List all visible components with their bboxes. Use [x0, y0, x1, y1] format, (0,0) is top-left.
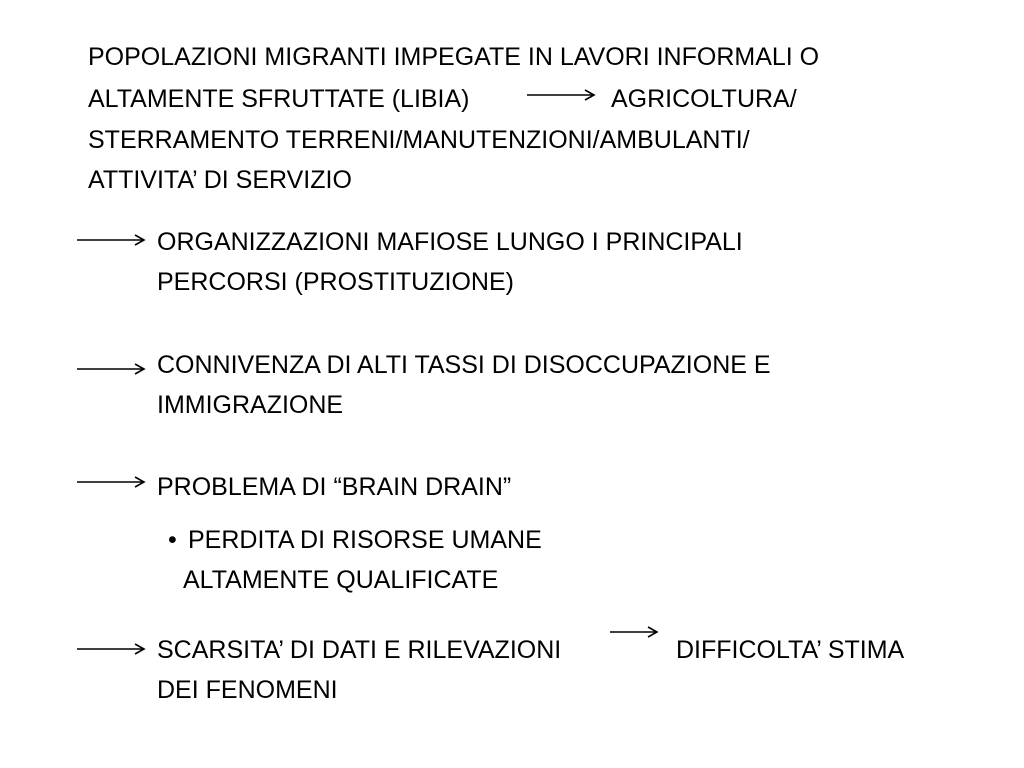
- point-2-line-1: CONNIVENZA DI ALTI TASSI DI DISOCCUPAZIONE E: [157, 351, 771, 379]
- point-4-inline-arrow-icon: [609, 625, 659, 639]
- sub-bullet-dot: •: [168, 526, 177, 554]
- intro-line-2-left: ALTAMENTE SFRUTTATE (LIBIA): [88, 85, 470, 113]
- point-4-line-1-left: SCARSITA’ DI DATI E RILEVAZIONI: [157, 636, 562, 664]
- intro-line-3: STERRAMENTO TERRENI/MANUTENZIONI/AMBULANTI/: [88, 126, 750, 154]
- point-1-line-2: PERCORSI (PROSTITUZIONE): [157, 268, 514, 296]
- intro-arrow-icon: [526, 88, 596, 102]
- intro-line-4: ATTIVITA’ DI SERVIZIO: [88, 166, 352, 194]
- point-4-line-1-right: DIFFICOLTA’ STIMA: [676, 636, 905, 664]
- point-2-line-2: IMMIGRAZIONE: [157, 391, 344, 419]
- intro-line-1: POPOLAZIONI MIGRANTI IMPEGATE IN LAVORI INFORMALI O: [88, 43, 820, 71]
- point-4-line-2: DEI FENOMENI: [157, 676, 338, 704]
- point-3-arrow-icon: [76, 475, 146, 489]
- intro-line-2-right: AGRICOLTURA/: [611, 85, 797, 113]
- point-1-arrow-icon: [76, 233, 146, 247]
- point-2-arrow-icon: [76, 362, 146, 376]
- point-3-line-1: PROBLEMA DI “BRAIN DRAIN”: [157, 473, 512, 501]
- sub-bullet-line-1: PERDITA DI RISORSE UMANE: [188, 526, 542, 554]
- point-1-line-1: ORGANIZZAZIONI MAFIOSE LUNGO I PRINCIPALI: [157, 228, 743, 256]
- point-4-arrow-icon: [76, 642, 146, 656]
- sub-bullet-line-2: ALTAMENTE QUALIFICATE: [183, 566, 499, 594]
